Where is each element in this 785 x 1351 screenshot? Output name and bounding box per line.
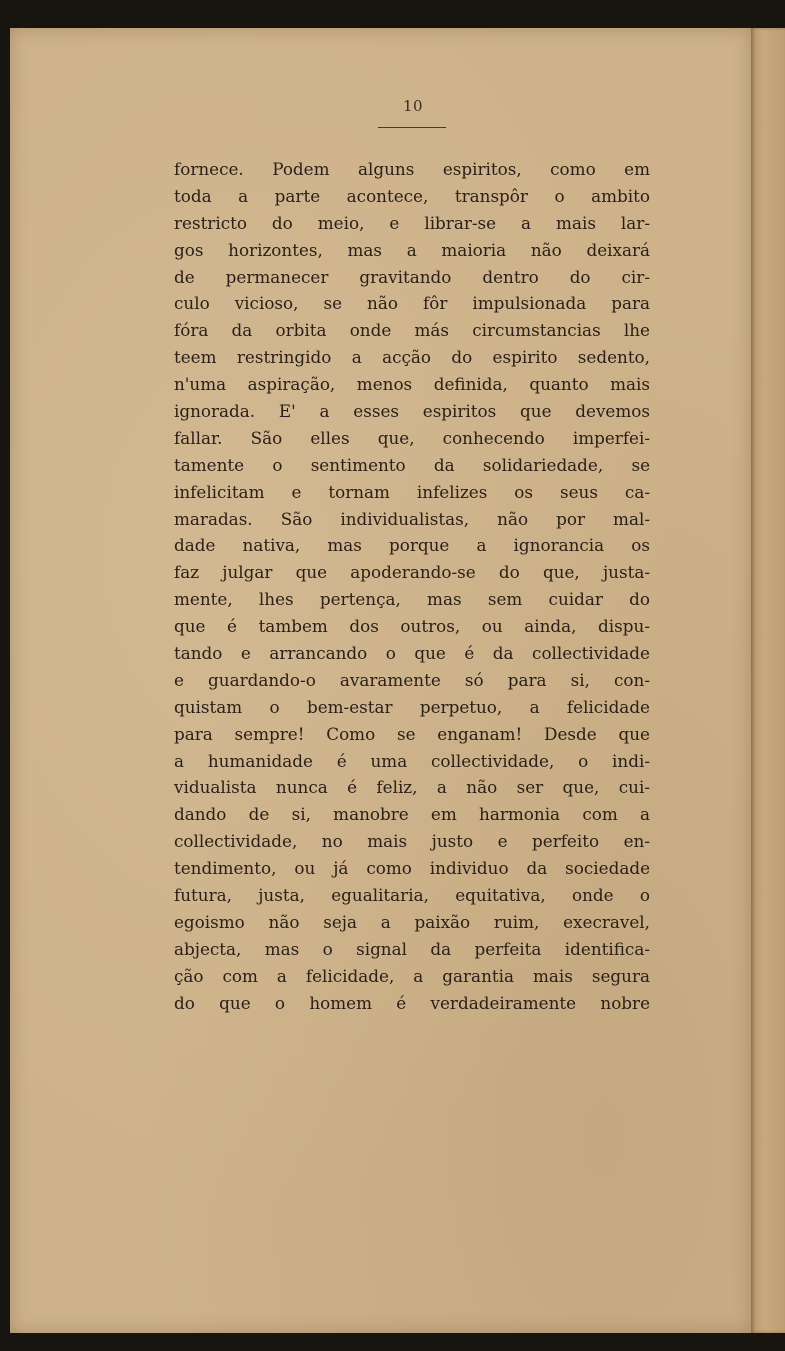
text-line: para sempre! Como se enganam! Desde que: [174, 723, 650, 744]
text-line: restricto do meio, e librar-se a mais lar-: [174, 212, 650, 233]
page-number-rule: [378, 127, 446, 128]
text-line: gos horizontes, mas a maioria não deixará: [174, 239, 650, 260]
text-line: futura, justa, egualitaria, equitativa, onde o: [174, 885, 650, 906]
text-line: ção com a felicidade, a garantia mais segura: [174, 965, 650, 986]
text-line: egoismo não seja a paixão ruim, execravel,: [174, 911, 650, 932]
text-line: do que o homem é verdadeiramente nobre: [174, 992, 650, 1013]
text-line: toda a parte acontece, transpôr o ambito: [174, 185, 650, 206]
text-line: a humanidade é uma collectividade, o indi-: [174, 750, 650, 771]
text-line: n'uma aspiração, menos definida, quanto mais: [174, 374, 650, 395]
text-line: dando de si, manobre em harmonia com a: [174, 804, 650, 825]
text-line: mente, lhes pertença, mas sem cuidar do: [174, 589, 650, 610]
text-line: infelicitam e tornam infelizes os seus ca-: [174, 481, 650, 502]
text-line: fallar. São elles que, conhecendo imperfei-: [174, 427, 650, 448]
text-line: tendimento, ou já como individuo da sociedade: [174, 858, 650, 879]
text-line: teem restringido a acção do espirito sedento,: [174, 347, 650, 368]
text-line: quistam o bem-estar perpetuo, a felicidade: [174, 696, 650, 717]
text-line: que é tambem dos outros, ou ainda, dispu-: [174, 616, 650, 637]
body-text: [174, 156, 650, 1013]
text-line: culo vicioso, se não fôr impulsionada para: [174, 293, 650, 314]
text-line: e guardando-o avaramente só para si, con-: [174, 669, 650, 690]
text-line: faz julgar que apoderando-se do que, justa-: [174, 562, 650, 583]
text-line: fóra da orbita onde más circumstancias lhe: [174, 320, 650, 341]
text-line: ignorada. E' a esses espiritos que devemos: [174, 401, 650, 422]
text-line: vidualista nunca é feliz, a não ser que, cui-: [174, 777, 650, 798]
text-line: tamente o sentimento da solidariedade, se: [174, 454, 650, 475]
text-line: dade nativa, mas porque a ignorancia os: [174, 535, 650, 556]
text-line: fornece. Podem alguns espiritos, como em: [174, 159, 650, 179]
text-line: de permanecer gravitando dentro do cir-: [174, 266, 650, 287]
text-line: maradas. São individualistas, não por mal-: [174, 508, 650, 529]
text-line: collectividade, no mais justo e perfeito en-: [174, 831, 650, 852]
next-page-edge: [751, 28, 785, 1333]
page-number: 10: [402, 97, 424, 115]
text-line: abjecta, mas o signal da perfeita identifica-: [174, 938, 650, 959]
text-line: tando e arrancando o que é da collectividade: [174, 643, 650, 664]
